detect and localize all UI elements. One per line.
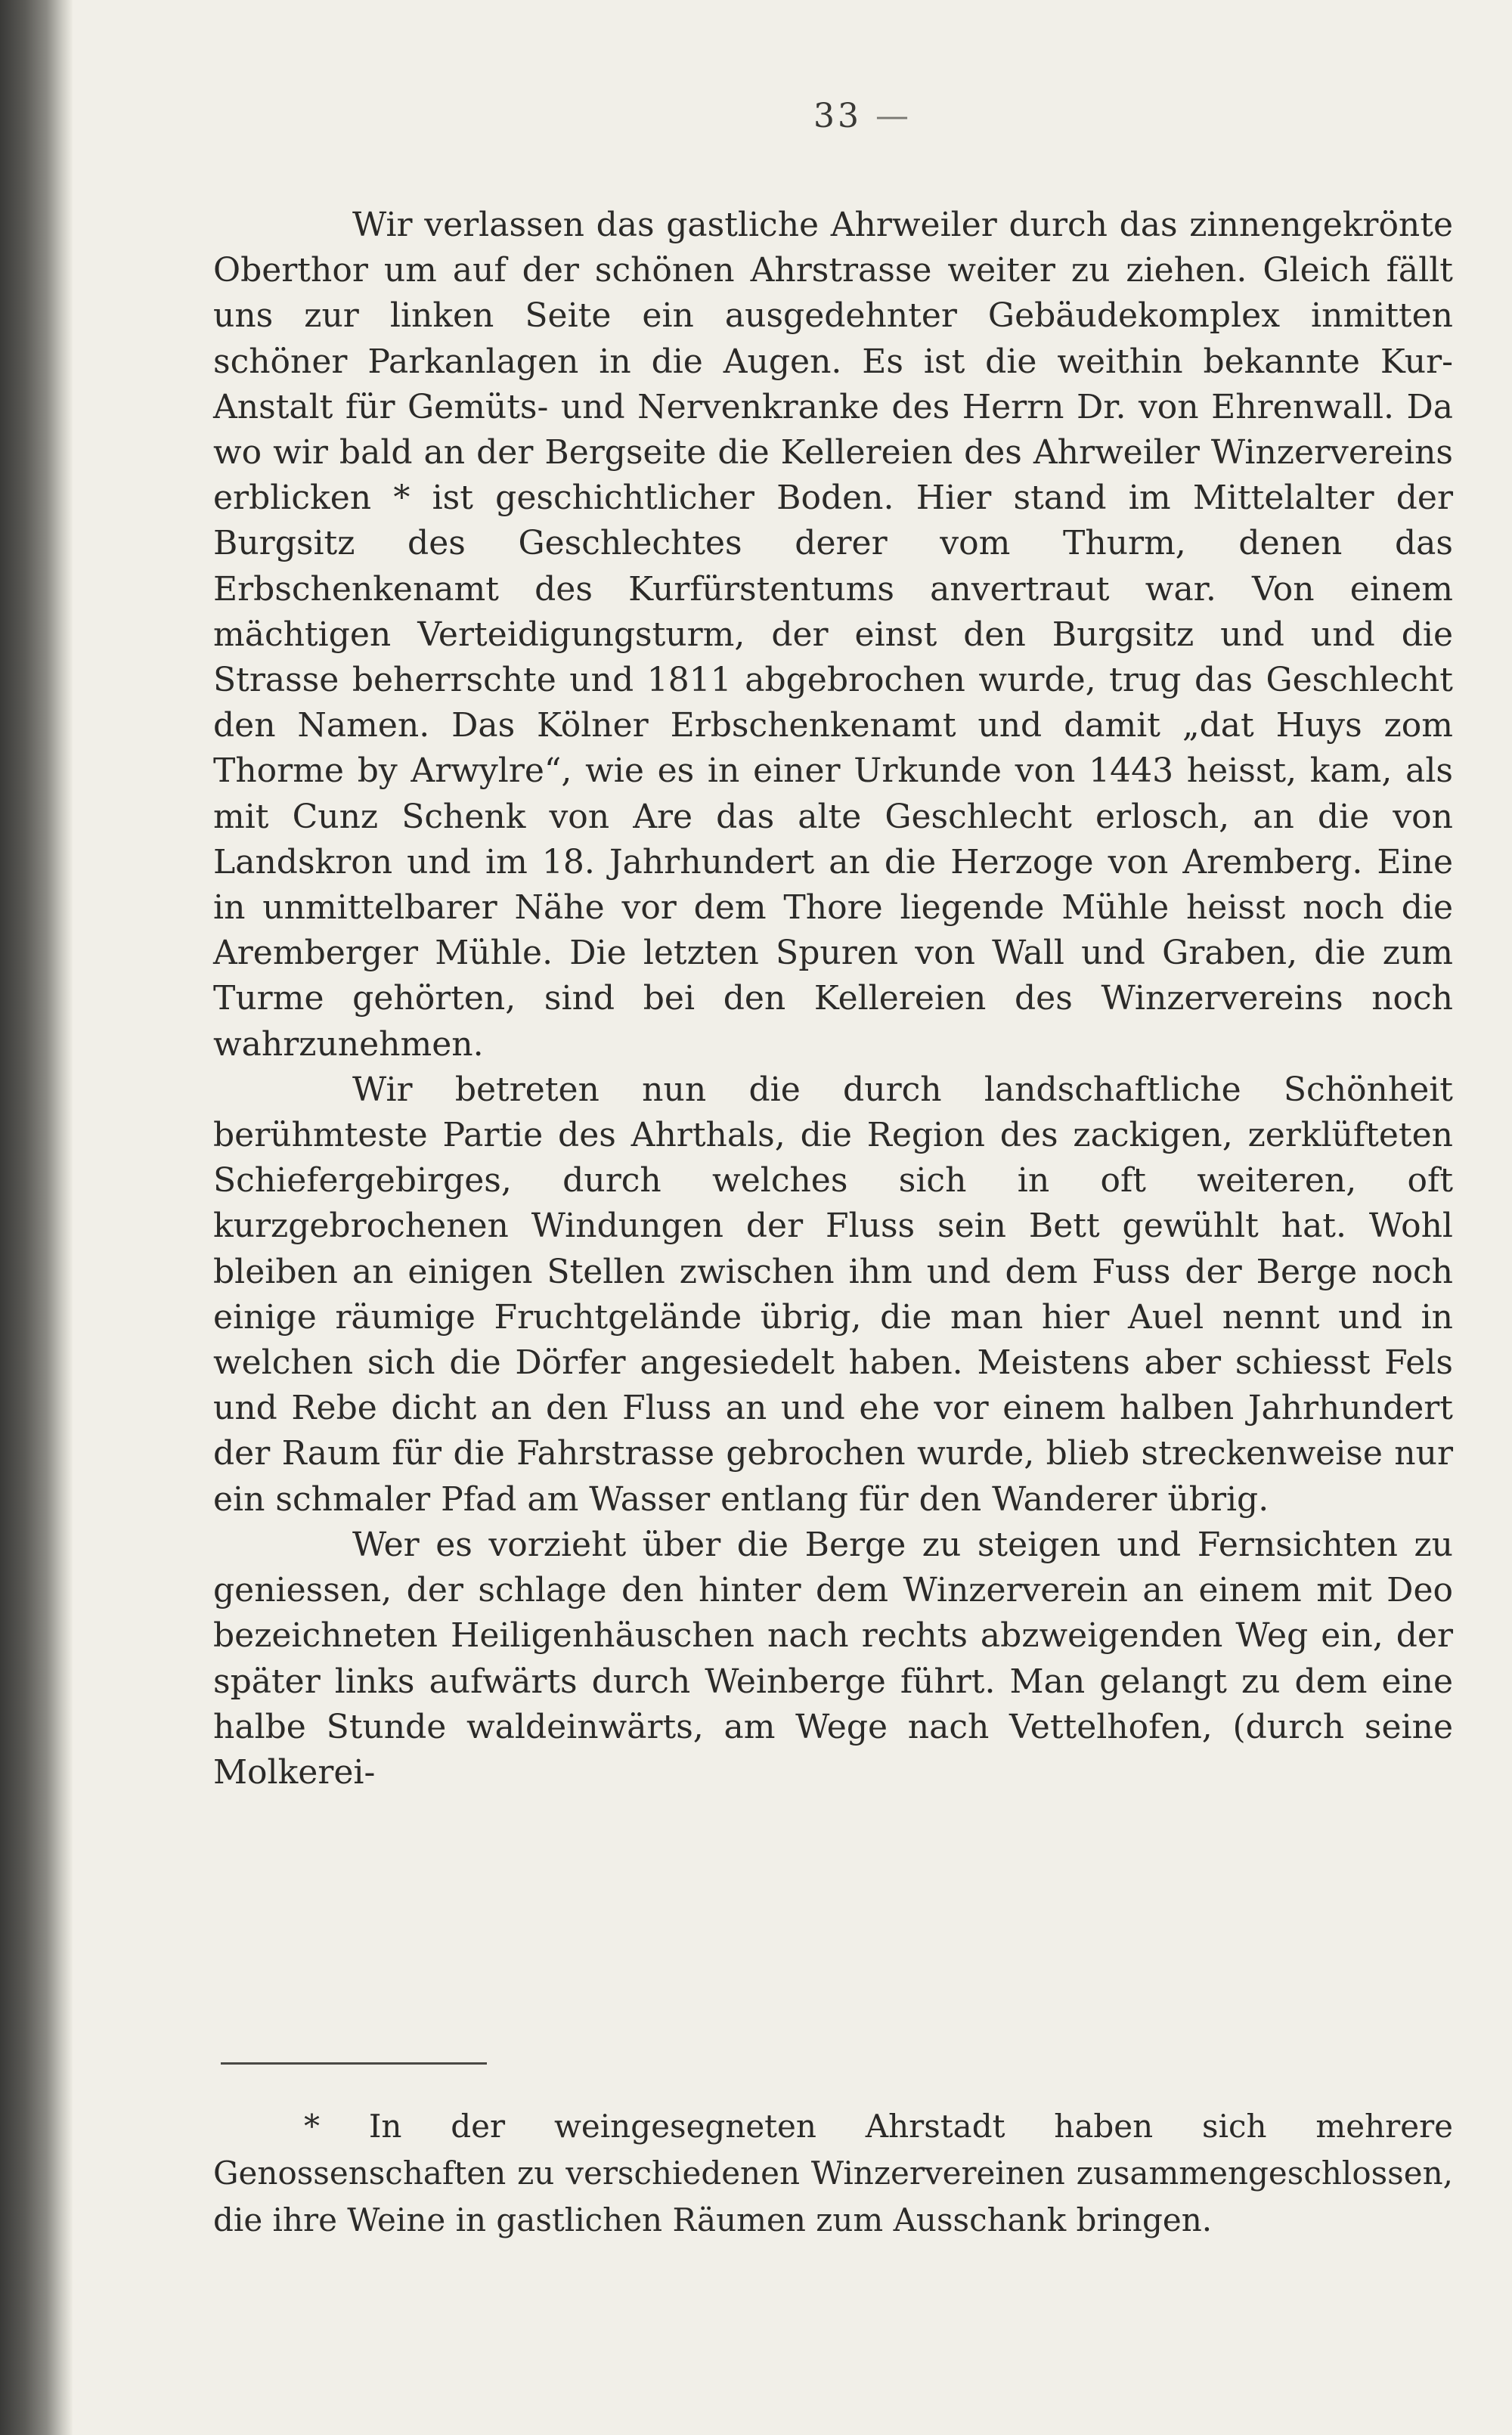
page-number: 33 xyxy=(813,97,862,135)
page-number-dash: — xyxy=(875,97,909,135)
footnote-rule xyxy=(221,2062,487,2065)
paragraph-1: Wir verlassen das gastliche Ahrweiler durch das zinnengekrönte Oberthor um auf der schönen Ahrstrasse weiter zu ziehen. Gleich fällt uns zur linken Seite ein ausgedehnter Gebäudekomplex inmitten schöner Parkanlagen in die Augen. Es ist die weithin bekannte Kur-Anstalt für Gemüts- und Nervenkranke des Herrn Dr. von Ehrenwall. Da wo wir bald an der Bergseite die Kellereien des Ahrweiler Winzervereins erblicken * ist geschichtlicher Boden. Hier stand im Mittelalter der Burgsitz des Geschlechtes derer vom Thurm, denen das Erbschenkenamt des Kurfürstentums anvertraut war. Von einem mächtigen Verteidigungsturm, der einst den Burgsitz und und die Strasse beherrschte und 1811 abgebrochen wurde, trug das Geschlecht den Namen. Das Kölner Erbschenkenamt und damit „dat Huys zom Thorme by Arwylre“, wie es in einer Urkunde von 1443 heisst, kam, als mit Cunz Schenk von Are das alte Geschlecht erlosch, an die von Landskron und im 18. Jahrhundert an die Herzoge von Aremberg. Eine in unmittelbarer Nähe vor dem Thore liegende Mühle heisst noch die Aremberger Mühle. Die letzten Spuren von Wall und Graben, die zum Turme gehörten, sind bei den Kellereien des Winzervereins noch wahrzunehmen. xyxy=(213,206,1453,1064)
page-fold-shadow xyxy=(62,0,73,2435)
book-gutter xyxy=(0,0,62,2435)
book-page xyxy=(73,0,1512,2435)
main-text xyxy=(213,203,1453,1795)
footnote xyxy=(213,2103,1453,2244)
paragraph-3: Wer es vorzieht über die Berge zu steigen und Fernsichten zu geniessen, der schlage den hinter dem Winzerverein an einem mit Deo bezeichneten Heiligenhäuschen nach rechts abzweigenden Weg ein, der später links aufwärts durch Weinberge führt. Man gelangt zu dem eine halbe Stunde waldeinwärts, am Wege nach Vettelhofen, (durch seine Molkerei- xyxy=(213,1525,1453,1792)
footnote-text: * In der weingesegneten Ahrstadt haben sich mehrere Genossenschaften zu verschiedenen Winzervereinen zusammengeschlossen, die ihre Weine in gastlichen Räumen zum Ausschank bringen. xyxy=(213,2108,1453,2238)
paragraph-2: Wir betreten nun die durch landschaftliche Schönheit berühmteste Partie des Ahrthals, die Region des zackigen, zerklüfteten Schiefergebirges, durch welches sich in oft weiteren, oft kurzgebrochenen Windungen der Fluss sein Bett gewühlt hat. Wohl bleiben an einigen Stellen zwischen ihm und dem Fuss der Berge noch einige räumige Fruchtgelände übrig, die man hier Auel nennt und in welchen sich die Dörfer angesiedelt haben. Meistens aber schiesst Fels und Rebe dicht an den Fluss an und ehe vor einem halben Jahrhundert der Raum für die Fahrstrasse gebrochen wurde, blieb streckenweise nur ein schmaler Pfad am Wasser entlang für den Wanderer übrig. xyxy=(213,1070,1453,1519)
